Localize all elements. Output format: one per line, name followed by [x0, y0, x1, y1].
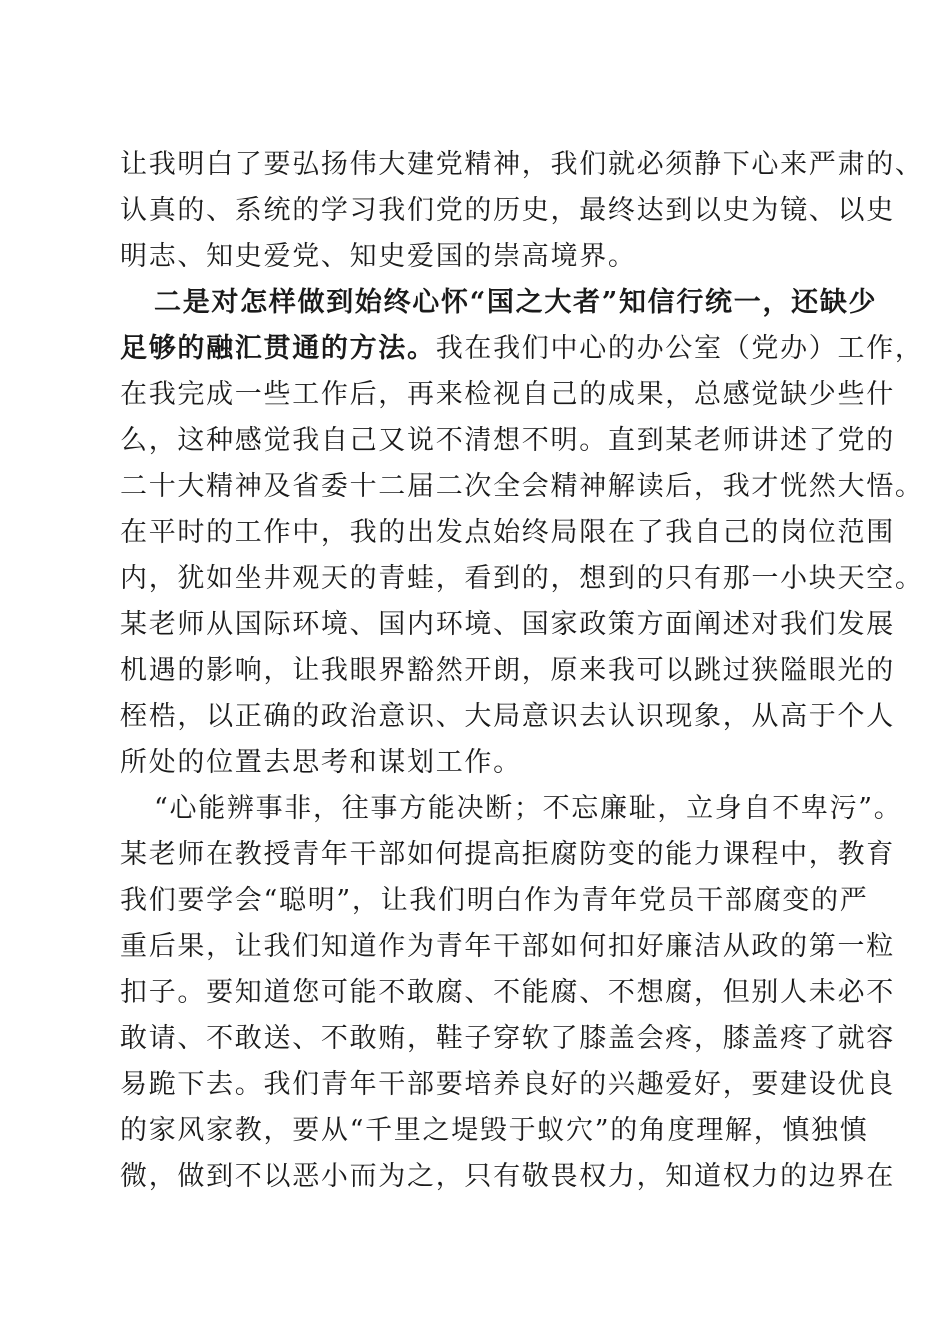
text-line: 所处的位置去思考和谋划工作。 [120, 747, 522, 778]
text-line: 认真的、系统的学习我们党的历史，最终达到以史为镜、以史 [120, 195, 895, 226]
section-heading-end: 足够的融汇贯通的方法。 [120, 333, 436, 364]
text-line: 明志、知史爱党、知史爱国的崇高境界。 [120, 241, 637, 272]
section-heading-line: 二是对怎样做到始终心怀“国之大者”知信行统一，还缺少 [154, 287, 878, 318]
text-segment: 我在我们中心的办公室（党办）工作， [435, 333, 924, 364]
text-line: 内，犹如坐井观天的青蛙，看到的，想到的只有那一小块天空。 [120, 563, 924, 594]
text-line: 扣子。要知道您可能不敢腐、不能腐、不想腐，但别人未必不 [120, 977, 895, 1008]
text-line: 二十大精神及省委十二届二次全会精神解读后，我才恍然大悟。 [120, 471, 924, 502]
text-line: 么，这种感觉我自己又说不清想不明。直到某老师讲述了党的 [120, 425, 895, 456]
text-line: 某老师从国际环境、国内环境、国家政策方面阐述对我们发展 [120, 609, 895, 640]
text-line: 让我明白了要弘扬伟大建党精神，我们就必须静下心来严肃的、 [120, 149, 924, 180]
text-line: 重后果，让我们知道作为青年干部如何扣好廉洁从政的第一粒 [120, 931, 895, 962]
text-line: 某老师在教授青年干部如何提高拒腐防变的能力课程中，教育 [120, 839, 895, 870]
text-line: 在我完成一些工作后，再来检视自己的成果，总感觉缺少些什 [120, 379, 895, 410]
text-line: 易跪下去。我们青年干部要培养良好的兴趣爱好，要建设优良 [120, 1069, 895, 1100]
text-line-mixed [120, 327, 924, 371]
quote-line: “心能辨事非，往事方能决断；不忘廉耻，立身自不卑污”。 [154, 793, 903, 824]
text-line: 敢请、不敢送、不敢贿，鞋子穿软了膝盖会疼，膝盖疼了就容 [120, 1023, 895, 1054]
text-line: 机遇的影响，让我眼界豁然开朗，原来我可以跳过狭隘眼光的 [120, 655, 895, 686]
text-line: 在平时的工作中，我的出发点始终局限在了我自己的岗位范围 [120, 517, 895, 548]
text-line: 桎梏，以正确的政治意识、大局意识去认识现象，从高于个人 [120, 701, 895, 732]
text-line: 我们要学会“聪明”，让我们明白作为青年党员干部腐变的严 [120, 885, 869, 916]
text-line: 微，做到不以恶小而为之，只有敬畏权力，知道权力的边界在 [120, 1161, 895, 1192]
text-line: 的家风家教，要从“千里之堤毁于蚁穴”的角度理解，慎独慎 [120, 1115, 869, 1146]
